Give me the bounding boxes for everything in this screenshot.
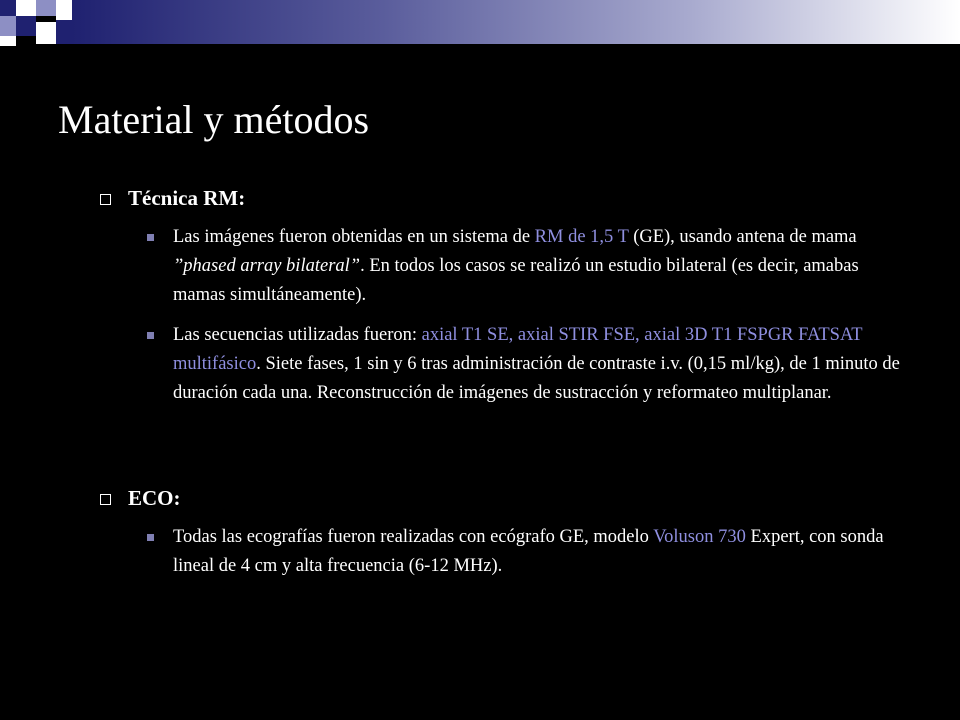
page-title: Material y métodos <box>58 97 370 142</box>
square-bullet-icon <box>147 332 154 339</box>
square-bullet-icon <box>147 234 154 241</box>
list-item: Las imágenes fueron obtenidas en un sistema de RM de 1,5 T (GE), usando antena de mama ”phased array bilateral”. En todos los casos se realizó un estudio bilateral (es decir, amabas mamas simultáneamente). <box>100 223 913 310</box>
list-item: Las secuencias utilizadas fueron: axial T1 SE, axial STIR FSE, axial 3D T1 FSPGR FATSAT multifásico. Siete fases, 1 sin y 6 tras administración de contraste i.v. (0,15 ml/kg), de 1 minuto de duración cada una. Reconstrucción de imágenes de sustracción y reformateo multiplanar. <box>100 321 913 408</box>
section-heading: Técnica RM: <box>100 184 913 212</box>
section-heading: ECO: <box>100 484 913 512</box>
section-eco <box>100 484 913 581</box>
highlight-text: Voluson 730 <box>653 527 746 547</box>
hollow-square-bullet-icon <box>100 194 111 205</box>
italic-text: ”phased array bilateral” <box>173 256 361 276</box>
highlight-text: axial T1 SE, axial STIR FSE, axial 3D T1 FSPGR FATSAT multifásico <box>173 325 863 374</box>
hollow-square-bullet-icon <box>100 494 111 505</box>
section-tecnica-rm <box>100 184 913 408</box>
highlight-text: RM de 1,5 T <box>534 227 629 247</box>
square-bullet-icon <box>147 534 154 541</box>
list-item: Todas las ecografías fueron realizadas con ecógrafo GE, modelo Voluson 730 Expert, con sonda lineal de 4 cm y alta frecuencia (6-12 MHz). <box>100 523 913 581</box>
decorative-header-pattern <box>0 0 960 46</box>
